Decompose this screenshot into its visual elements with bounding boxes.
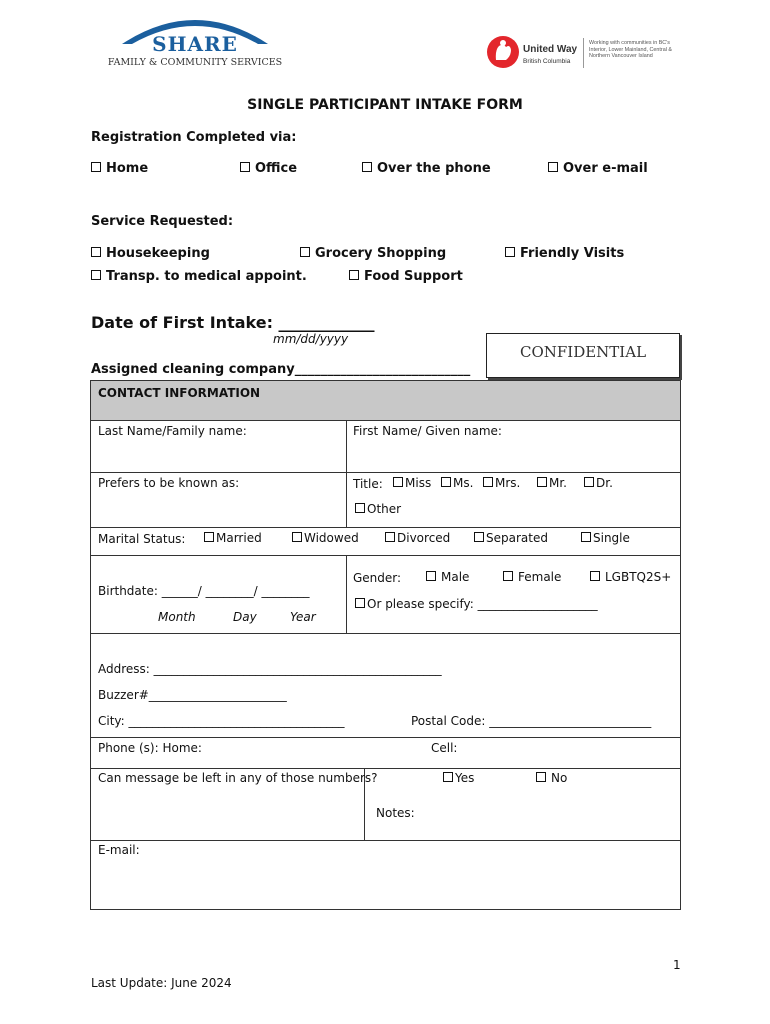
checkbox[interactable] <box>355 598 365 608</box>
row-divider <box>91 472 680 473</box>
row-divider <box>91 555 680 556</box>
united-way-name: United Way <box>523 44 578 55</box>
title-mr[interactable]: Mr. <box>537 476 567 490</box>
birthdate-month: Month <box>158 610 196 624</box>
share-logo <box>100 14 290 72</box>
marital-single[interactable]: Single <box>581 531 630 545</box>
gender-specify[interactable]: Or please specify: ____________________ <box>355 597 598 611</box>
first-name-field[interactable]: First Name/ Given name: <box>353 424 502 438</box>
checkbox[interactable] <box>362 162 372 172</box>
cleaning-company-field[interactable]: Assigned cleaning company___________________________ <box>91 362 471 377</box>
united-way-logo <box>486 34 686 74</box>
checkbox[interactable] <box>443 772 453 782</box>
marital-married[interactable]: Married <box>204 531 262 545</box>
service-transport[interactable]: Transp. to medical appoint. <box>91 269 307 284</box>
confidential-text: CONFIDENTIAL <box>519 343 647 361</box>
gender-label: Gender: <box>353 571 402 585</box>
share-subtitle: FAMILY & COMMUNITY SERVICES <box>107 57 283 68</box>
page-number: 1 <box>673 958 681 972</box>
checkbox[interactable] <box>590 571 600 581</box>
checkbox[interactable] <box>300 247 310 257</box>
service-friendly-visits[interactable]: Friendly Visits <box>505 246 624 261</box>
marital-divorced[interactable]: Divorced <box>385 531 450 545</box>
last-name-field[interactable]: Last Name/Family name: <box>98 424 247 438</box>
contact-information-table <box>90 380 681 910</box>
checkbox[interactable] <box>204 532 214 542</box>
gender-male[interactable]: Male <box>426 570 469 584</box>
gender-female[interactable]: Female <box>503 570 561 584</box>
message-no[interactable]: No <box>536 771 567 785</box>
checkbox[interactable] <box>548 162 558 172</box>
united-way-divider <box>583 38 584 68</box>
united-way-hand-icon <box>486 34 520 70</box>
title-mrs[interactable]: Mrs. <box>483 476 520 490</box>
prefers-name-field[interactable]: Prefers to be known as: <box>98 476 240 490</box>
row-divider <box>91 737 680 738</box>
intake-date-label[interactable]: Date of First Intake: ____________ <box>91 313 375 332</box>
checkbox[interactable] <box>385 532 395 542</box>
last-update: Last Update: June 2024 <box>91 976 232 990</box>
confidential-box <box>486 333 680 378</box>
checkbox[interactable] <box>483 477 493 487</box>
checkbox[interactable] <box>537 477 547 487</box>
birthdate-year: Year <box>290 610 316 624</box>
title-dr[interactable]: Dr. <box>584 476 613 490</box>
service-label: Service Requested: <box>91 214 234 229</box>
checkbox[interactable] <box>240 162 250 172</box>
birthdate-field[interactable]: Birthdate: ______/ ________/ ________ <box>98 584 310 598</box>
row-divider <box>91 768 680 769</box>
city-field[interactable]: City: ____________________________________ <box>98 714 345 728</box>
checkbox[interactable] <box>503 571 513 581</box>
checkbox[interactable] <box>505 247 515 257</box>
checkbox[interactable] <box>536 772 546 782</box>
contact-header <box>91 381 680 421</box>
form-title: SINGLE PARTICIPANT INTAKE FORM <box>247 97 523 113</box>
checkbox[interactable] <box>581 532 591 542</box>
row-divider <box>91 840 680 841</box>
title-label: Title: <box>353 477 383 491</box>
reg-option-home[interactable]: Home <box>91 161 148 176</box>
united-way-tagline: Working with communities in BC's Interior, Lower Mainland, Central & Northern Vancouver Island <box>589 40 672 59</box>
reg-option-phone[interactable]: Over the phone <box>362 161 491 176</box>
united-way-region: British Columbia <box>523 58 571 65</box>
gender-lgbtq[interactable]: LGBTQ2S+ <box>590 570 671 584</box>
share-name: SHARE <box>152 32 238 56</box>
checkbox[interactable] <box>584 477 594 487</box>
notes-field[interactable]: Notes: <box>376 806 415 820</box>
checkbox[interactable] <box>349 270 359 280</box>
title-other[interactable]: Other <box>355 502 401 516</box>
postal-code-field[interactable]: Postal Code: ___________________________ <box>411 714 652 728</box>
service-housekeeping[interactable]: Housekeeping <box>91 246 210 261</box>
reg-option-office[interactable]: Office <box>240 161 297 176</box>
checkbox[interactable] <box>91 270 101 280</box>
checkbox[interactable] <box>393 477 403 487</box>
checkbox[interactable] <box>355 503 365 513</box>
email-field[interactable]: E-mail: <box>98 843 140 857</box>
phone-home-field[interactable]: Phone (s): Home: <box>98 741 202 755</box>
buzzer-field[interactable]: Buzzer#_______________________ <box>98 688 287 702</box>
row-divider <box>91 633 680 634</box>
address-field[interactable]: Address: ________________________________________________ <box>98 662 442 676</box>
intake-date-format: mm/dd/yyyy <box>273 332 349 346</box>
checkbox[interactable] <box>91 162 101 172</box>
column-divider <box>346 420 347 527</box>
contact-header-title: CONTACT INFORMATION <box>98 386 261 400</box>
title-miss[interactable]: Miss <box>393 476 431 490</box>
birthdate-day: Day <box>233 610 257 624</box>
marital-widowed[interactable]: Widowed <box>292 531 359 545</box>
checkbox[interactable] <box>474 532 484 542</box>
marital-separated[interactable]: Separated <box>474 531 548 545</box>
registration-label: Registration Completed via: <box>91 130 297 145</box>
message-question: Can message be left in any of those numbers? <box>98 771 378 785</box>
column-divider <box>346 555 347 633</box>
service-food[interactable]: Food Support <box>349 269 463 284</box>
message-yes[interactable]: Yes <box>443 771 474 785</box>
title-ms[interactable]: Ms. <box>441 476 473 490</box>
marital-label: Marital Status: <box>98 532 186 546</box>
checkbox[interactable] <box>91 247 101 257</box>
checkbox[interactable] <box>426 571 436 581</box>
checkbox[interactable] <box>441 477 451 487</box>
service-grocery[interactable]: Grocery Shopping <box>300 246 446 261</box>
checkbox[interactable] <box>292 532 302 542</box>
reg-option-email[interactable]: Over e-mail <box>548 161 648 176</box>
row-divider <box>91 527 680 528</box>
phone-cell-field[interactable]: Cell: <box>431 741 458 755</box>
